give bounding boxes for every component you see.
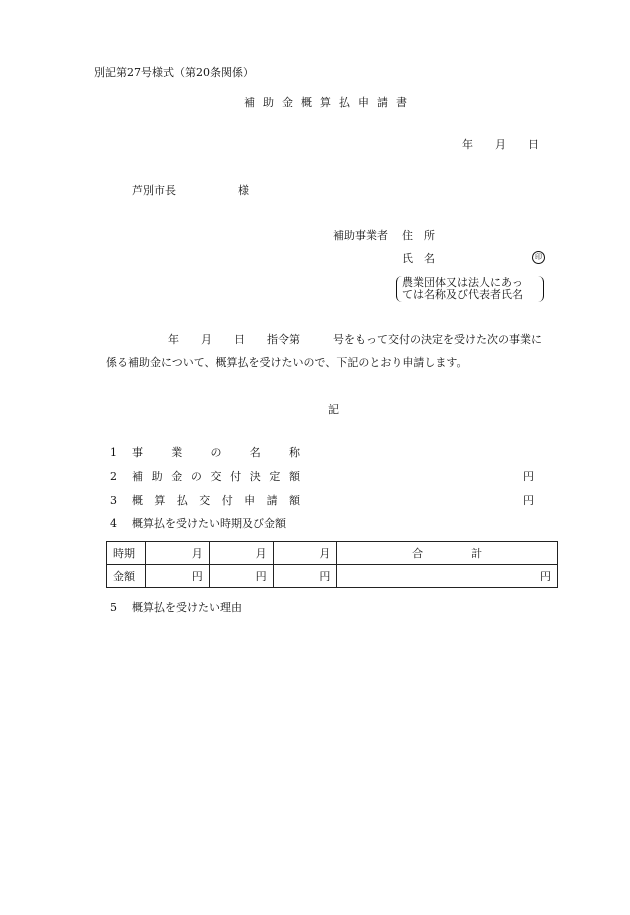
date-line: 年 月 日 (462, 138, 539, 151)
form-number: 別記第27号様式（第20条関係） (94, 66, 254, 79)
item-3-unit: 円 (523, 494, 534, 507)
table-cell: 月 (273, 542, 337, 565)
table-cell: 円 (337, 565, 558, 588)
item-number: 1 (110, 446, 117, 459)
item-label: 概算払を受けたい理由 (132, 601, 242, 614)
table-cell: 月 (209, 542, 273, 565)
table-total-header: 合 計 (337, 542, 558, 565)
table-cell: 円 (209, 565, 273, 588)
table-header-amount: 金額 (107, 565, 146, 588)
period-amount-table (106, 541, 558, 588)
document-title: 補助金概算払申請書 (244, 96, 415, 109)
item-number: 2 (110, 470, 117, 483)
applicant-note-line1: 農業団体又は法人にあっ (402, 276, 523, 289)
table-cell: 円 (273, 565, 337, 588)
table-cell: 月 (146, 542, 210, 565)
item-label: 補助金の交付決定額 (132, 470, 300, 483)
item-label: 概算払交付申請額 (132, 494, 300, 507)
addressee-honorific: 様 (238, 184, 249, 197)
name-label: 氏 名 (402, 252, 435, 265)
addressee-name: 芦別市長 (132, 184, 176, 197)
item-3 (110, 494, 300, 508)
applicant-note (396, 276, 544, 302)
item-number: 3 (110, 494, 117, 507)
item-2 (110, 470, 300, 484)
table-row (107, 565, 558, 588)
applicant-note-line2: ては名称及び代表者氏名 (402, 288, 523, 301)
body-line-1: 年 月 日 指令第 号をもって交付の決定を受けた次の事業に (168, 333, 542, 346)
item-1 (110, 446, 300, 460)
table-row (107, 542, 558, 565)
item-label: 概算払を受けたい時期及び金額 (132, 517, 286, 530)
seal-mark: 印 (532, 251, 545, 264)
address-label: 住 所 (402, 229, 435, 242)
body-line-2: 係る補助金について、概算払を受けたいので、下記のとおり申請します。 (106, 356, 468, 369)
table-header-period: 時期 (107, 542, 146, 565)
item-number: 5 (110, 601, 117, 614)
item-number: 4 (110, 517, 117, 530)
item-4 (110, 517, 286, 531)
applicant-role: 補助事業者 (333, 229, 388, 242)
item-5 (110, 601, 242, 615)
table-cell: 円 (146, 565, 210, 588)
item-label: 事業の名称 (132, 446, 300, 459)
ki-heading: 記 (328, 403, 339, 416)
item-2-unit: 円 (523, 470, 534, 483)
